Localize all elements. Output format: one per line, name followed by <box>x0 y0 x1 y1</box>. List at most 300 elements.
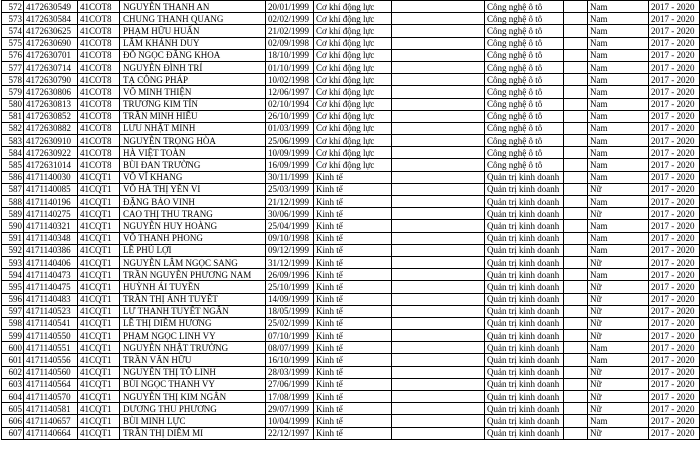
empty-cell <box>392 244 485 256</box>
gender: Nam <box>588 196 649 208</box>
table-body <box>2 1 700 440</box>
class-code: 41COT8 <box>78 37 120 49</box>
academic-term: 2017 - 2020 <box>649 256 700 268</box>
major: Công nghệ ô tô <box>485 37 564 49</box>
class-code: 41CQT1 <box>78 171 120 183</box>
row-number: 590 <box>2 220 24 232</box>
class-code: 41CQT1 <box>78 220 120 232</box>
row-number: 587 <box>2 183 24 195</box>
gender: Nam <box>588 342 649 354</box>
row-number: 588 <box>2 196 24 208</box>
student-id: 4172630882 <box>24 122 78 134</box>
empty-cell <box>564 61 588 73</box>
major: Công nghệ ô tô <box>485 1 564 13</box>
faculty: Cơ khí động lực <box>314 74 392 86</box>
academic-term: 2017 - 2020 <box>649 427 700 439</box>
student-id: 4171140664 <box>24 427 78 439</box>
faculty: Kinh tế <box>314 415 392 427</box>
gender: Nữ <box>588 305 649 317</box>
student-id: 4171140560 <box>24 366 78 378</box>
class-code: 41CQT1 <box>78 232 120 244</box>
empty-cell <box>564 256 588 268</box>
gender: Nam <box>588 25 649 37</box>
table-row <box>2 281 700 293</box>
row-number: 602 <box>2 366 24 378</box>
class-code: 41COT8 <box>78 147 120 159</box>
birth-date: 10/09/1999 <box>266 147 314 159</box>
gender: Nữ <box>588 281 649 293</box>
empty-cell <box>392 281 485 293</box>
academic-term: 2017 - 2020 <box>649 415 700 427</box>
gender: Nam <box>588 232 649 244</box>
class-code: 41CQT1 <box>78 269 120 281</box>
academic-term: 2017 - 2020 <box>649 61 700 73</box>
major: Quản trị kinh doanh <box>485 256 564 268</box>
gender: Nam <box>588 135 649 147</box>
academic-term: 2017 - 2020 <box>649 208 700 220</box>
major: Công nghệ ô tô <box>485 122 564 134</box>
student-name: LÊ PHÚ LỢI <box>120 244 266 256</box>
empty-cell <box>564 110 588 122</box>
birth-date: 26/09/1996 <box>266 269 314 281</box>
row-number: 591 <box>2 232 24 244</box>
table-row <box>2 220 700 232</box>
academic-term: 2017 - 2020 <box>649 171 700 183</box>
empty-cell <box>392 74 485 86</box>
academic-term: 2017 - 2020 <box>649 183 700 195</box>
academic-term: 2017 - 2020 <box>649 317 700 329</box>
student-name: DƯƠNG THU PHƯƠNG <box>120 403 266 415</box>
academic-term: 2017 - 2020 <box>649 378 700 390</box>
row-number: 598 <box>2 317 24 329</box>
student-id: 4172630549 <box>24 1 78 13</box>
empty-cell <box>392 110 485 122</box>
empty-cell <box>392 183 485 195</box>
gender: Nam <box>588 1 649 13</box>
faculty: Cơ khí động lực <box>314 122 392 134</box>
birth-date: 30/06/1999 <box>266 208 314 220</box>
student-id: 4172630806 <box>24 86 78 98</box>
student-name: VÕ VĨ KHANG <box>120 171 266 183</box>
student-name: VÕ MINH THIỆN <box>120 86 266 98</box>
major: Công nghệ ô tô <box>485 98 564 110</box>
gender: Nữ <box>588 293 649 305</box>
student-name: CHUNG THANH QUANG <box>120 13 266 25</box>
gender: Nam <box>588 98 649 110</box>
academic-term: 2017 - 2020 <box>649 13 700 25</box>
empty-cell <box>392 378 485 390</box>
gender: Nam <box>588 244 649 256</box>
student-name: VÕ THANH PHONG <box>120 232 266 244</box>
row-number: 582 <box>2 122 24 134</box>
academic-term: 2017 - 2020 <box>649 159 700 171</box>
birth-date: 12/06/1997 <box>266 86 314 98</box>
birth-date: 20/01/1999 <box>266 1 314 13</box>
empty-cell <box>392 196 485 208</box>
student-name: PHẠM NGỌC LINH VY <box>120 330 266 342</box>
empty-cell <box>564 317 588 329</box>
table-row <box>2 378 700 390</box>
major: Quản trị kinh doanh <box>485 403 564 415</box>
table-row <box>2 196 700 208</box>
empty-cell <box>564 232 588 244</box>
row-number: 599 <box>2 330 24 342</box>
academic-term: 2017 - 2020 <box>649 220 700 232</box>
class-code: 41COT8 <box>78 110 120 122</box>
student-name: LƯU NHẬT MINH <box>120 122 266 134</box>
empty-cell <box>564 220 588 232</box>
row-number: 595 <box>2 281 24 293</box>
empty-cell <box>564 147 588 159</box>
student-name: HUỲNH ÁI TUYỀN <box>120 281 266 293</box>
student-id: 4171140030 <box>24 171 78 183</box>
student-id: 4171140570 <box>24 391 78 403</box>
faculty: Kinh tế <box>314 244 392 256</box>
major: Quản trị kinh doanh <box>485 378 564 390</box>
table-row <box>2 49 700 61</box>
faculty: Kinh tế <box>314 208 392 220</box>
empty-cell <box>392 305 485 317</box>
row-number: 576 <box>2 49 24 61</box>
student-id: 4171140475 <box>24 281 78 293</box>
birth-date: 18/10/1999 <box>266 49 314 61</box>
faculty: Cơ khí động lực <box>314 98 392 110</box>
student-name: NGUYỄN THỊ TÔ LINH <box>120 366 266 378</box>
empty-cell <box>564 74 588 86</box>
table-row <box>2 147 700 159</box>
birth-date: 01/03/1999 <box>266 122 314 134</box>
table-row <box>2 256 700 268</box>
birth-date: 18/05/1999 <box>266 305 314 317</box>
empty-cell <box>392 49 485 61</box>
gender: Nam <box>588 86 649 98</box>
birth-date: 25/03/1999 <box>266 183 314 195</box>
faculty: Kinh tế <box>314 232 392 244</box>
student-name: NGUYỄN ĐÌNH TRÍ <box>120 61 266 73</box>
table-row <box>2 183 700 195</box>
empty-cell <box>392 427 485 439</box>
empty-cell <box>392 403 485 415</box>
major: Công nghệ ô tô <box>485 25 564 37</box>
class-code: 41CQT1 <box>78 293 120 305</box>
birth-date: 26/10/1999 <box>266 110 314 122</box>
faculty: Kinh tế <box>314 196 392 208</box>
empty-cell <box>564 427 588 439</box>
major: Công nghệ ô tô <box>485 86 564 98</box>
student-id: 4172630690 <box>24 37 78 49</box>
student-name: PHẠM HỮU HUẤN <box>120 25 266 37</box>
empty-cell <box>564 13 588 25</box>
student-name: TRẦN THỊ DIỄM MI <box>120 427 266 439</box>
student-name: NGUYỄN HUY HOÀNG <box>120 220 266 232</box>
gender: Nữ <box>588 378 649 390</box>
student-name: BÙI NGỌC THANH VY <box>120 378 266 390</box>
gender: Nam <box>588 171 649 183</box>
major: Quản trị kinh doanh <box>485 415 564 427</box>
faculty: Kinh tế <box>314 220 392 232</box>
birth-date: 25/06/1999 <box>266 135 314 147</box>
faculty: Kinh tế <box>314 403 392 415</box>
academic-term: 2017 - 2020 <box>649 1 700 13</box>
birth-date: 21/02/1999 <box>266 25 314 37</box>
table-row <box>2 61 700 73</box>
birth-date: 16/09/1999 <box>266 159 314 171</box>
major: Quản trị kinh doanh <box>485 391 564 403</box>
academic-term: 2017 - 2020 <box>649 305 700 317</box>
birth-date: 14/09/1999 <box>266 293 314 305</box>
row-number: 605 <box>2 403 24 415</box>
table-row <box>2 74 700 86</box>
row-number: 585 <box>2 159 24 171</box>
academic-term: 2017 - 2020 <box>649 86 700 98</box>
empty-cell <box>392 147 485 159</box>
academic-term: 2017 - 2020 <box>649 25 700 37</box>
empty-cell <box>392 354 485 366</box>
class-code: 41COT8 <box>78 13 120 25</box>
class-code: 41CQT1 <box>78 378 120 390</box>
table-row <box>2 98 700 110</box>
major: Công nghệ ô tô <box>485 147 564 159</box>
birth-date: 22/12/1997 <box>266 427 314 439</box>
birth-date: 02/10/1994 <box>266 98 314 110</box>
gender: Nam <box>588 147 649 159</box>
student-id: 4171140483 <box>24 293 78 305</box>
major: Công nghệ ô tô <box>485 110 564 122</box>
empty-cell <box>392 391 485 403</box>
empty-cell <box>564 25 588 37</box>
row-number: 575 <box>2 37 24 49</box>
class-code: 41CQT1 <box>78 281 120 293</box>
student-name: NGUYỄN THANH AN <box>120 1 266 13</box>
student-id: 4171140523 <box>24 305 78 317</box>
class-code: 41COT8 <box>78 74 120 86</box>
table-row <box>2 293 700 305</box>
student-id: 4172630910 <box>24 135 78 147</box>
table-row <box>2 37 700 49</box>
birth-date: 02/02/1999 <box>266 13 314 25</box>
empty-cell <box>392 37 485 49</box>
academic-term: 2017 - 2020 <box>649 330 700 342</box>
faculty: Kinh tế <box>314 183 392 195</box>
row-number: 584 <box>2 147 24 159</box>
class-code: 41COT8 <box>78 159 120 171</box>
gender: Nam <box>588 49 649 61</box>
class-code: 41CQT1 <box>78 366 120 378</box>
academic-term: 2017 - 2020 <box>649 196 700 208</box>
table-row <box>2 415 700 427</box>
major: Công nghệ ô tô <box>485 159 564 171</box>
empty-cell <box>564 281 588 293</box>
academic-term: 2017 - 2020 <box>649 391 700 403</box>
major: Quản trị kinh doanh <box>485 330 564 342</box>
gender: Nam <box>588 354 649 366</box>
academic-term: 2017 - 2020 <box>649 244 700 256</box>
table-row <box>2 391 700 403</box>
birth-date: 07/10/1999 <box>266 330 314 342</box>
class-code: 41CQT1 <box>78 196 120 208</box>
empty-cell <box>564 122 588 134</box>
table-row <box>2 159 700 171</box>
birth-date: 25/10/1999 <box>266 281 314 293</box>
table-row <box>2 342 700 354</box>
academic-term: 2017 - 2020 <box>649 110 700 122</box>
academic-term: 2017 - 2020 <box>649 269 700 281</box>
birth-date: 31/12/1999 <box>266 256 314 268</box>
student-id: 4172630584 <box>24 13 78 25</box>
major: Công nghệ ô tô <box>485 49 564 61</box>
major: Công nghệ ô tô <box>485 13 564 25</box>
empty-cell <box>564 366 588 378</box>
class-code: 41CQT1 <box>78 415 120 427</box>
faculty: Cơ khí động lực <box>314 147 392 159</box>
empty-cell <box>564 171 588 183</box>
row-number: 597 <box>2 305 24 317</box>
empty-cell <box>564 354 588 366</box>
empty-cell <box>564 330 588 342</box>
row-number: 586 <box>2 171 24 183</box>
academic-term: 2017 - 2020 <box>649 147 700 159</box>
empty-cell <box>564 269 588 281</box>
row-number: 573 <box>2 13 24 25</box>
student-name: LÂM KHÁNH DUY <box>120 37 266 49</box>
gender: Nam <box>588 74 649 86</box>
table-row <box>2 1 700 13</box>
empty-cell <box>392 86 485 98</box>
empty-cell <box>564 49 588 61</box>
student-id: 4171140196 <box>24 196 78 208</box>
faculty: Kinh tế <box>314 354 392 366</box>
academic-term: 2017 - 2020 <box>649 74 700 86</box>
birth-date: 16/10/1999 <box>266 354 314 366</box>
empty-cell <box>392 342 485 354</box>
gender: Nam <box>588 37 649 49</box>
empty-cell <box>564 305 588 317</box>
row-number: 594 <box>2 269 24 281</box>
student-name: BÙI ĐAN TRƯỜNG <box>120 159 266 171</box>
gender: Nữ <box>588 330 649 342</box>
empty-cell <box>564 183 588 195</box>
row-number: 596 <box>2 293 24 305</box>
student-id: 4171140406 <box>24 256 78 268</box>
table-row <box>2 330 700 342</box>
row-number: 607 <box>2 427 24 439</box>
student-name: BÙI MINH LỰC <box>120 415 266 427</box>
class-code: 41CQT1 <box>78 256 120 268</box>
major: Quản trị kinh doanh <box>485 281 564 293</box>
empty-cell <box>392 208 485 220</box>
empty-cell <box>564 135 588 147</box>
empty-cell <box>564 86 588 98</box>
academic-term: 2017 - 2020 <box>649 281 700 293</box>
birth-date: 25/04/1999 <box>266 220 314 232</box>
birth-date: 02/09/1998 <box>266 37 314 49</box>
birth-date: 01/10/1999 <box>266 61 314 73</box>
empty-cell <box>564 378 588 390</box>
class-code: 41COT8 <box>78 25 120 37</box>
empty-cell <box>392 220 485 232</box>
empty-cell <box>392 171 485 183</box>
empty-cell <box>392 232 485 244</box>
major: Quản trị kinh doanh <box>485 244 564 256</box>
empty-cell <box>392 330 485 342</box>
empty-cell <box>564 244 588 256</box>
row-number: 600 <box>2 342 24 354</box>
academic-term: 2017 - 2020 <box>649 293 700 305</box>
major: Quản trị kinh doanh <box>485 317 564 329</box>
student-id: 4171140348 <box>24 232 78 244</box>
gender: Nam <box>588 269 649 281</box>
major: Quản trị kinh doanh <box>485 366 564 378</box>
major: Quản trị kinh doanh <box>485 427 564 439</box>
student-name: LÊ THỊ DIỄM HƯƠNG <box>120 317 266 329</box>
student-id: 4171140473 <box>24 269 78 281</box>
gender: Nam <box>588 13 649 25</box>
row-number: 574 <box>2 25 24 37</box>
class-code: 41CQT1 <box>78 183 120 195</box>
academic-term: 2017 - 2020 <box>649 366 700 378</box>
faculty: Kinh tế <box>314 391 392 403</box>
gender: Nữ <box>588 391 649 403</box>
empty-cell <box>564 342 588 354</box>
table-row <box>2 232 700 244</box>
table-row <box>2 13 700 25</box>
student-name: TẠ CÔNG PHÁP <box>120 74 266 86</box>
table-row <box>2 25 700 37</box>
faculty: Cơ khí động lực <box>314 86 392 98</box>
student-id: 4172631014 <box>24 159 78 171</box>
gender: Nam <box>588 159 649 171</box>
row-number: 577 <box>2 61 24 73</box>
major: Quản trị kinh doanh <box>485 208 564 220</box>
table-row <box>2 122 700 134</box>
table-row <box>2 135 700 147</box>
birth-date: 10/02/1998 <box>266 74 314 86</box>
academic-term: 2017 - 2020 <box>649 354 700 366</box>
empty-cell <box>564 293 588 305</box>
birth-date: 08/07/1999 <box>266 342 314 354</box>
student-id: 4171140551 <box>24 342 78 354</box>
faculty: Cơ khí động lực <box>314 25 392 37</box>
student-name: TRẦN VĂN HỮU <box>120 354 266 366</box>
major: Quản trị kinh doanh <box>485 220 564 232</box>
faculty: Kinh tế <box>314 378 392 390</box>
major: Quản trị kinh doanh <box>485 232 564 244</box>
empty-cell <box>392 1 485 13</box>
empty-cell <box>392 366 485 378</box>
major: Quản trị kinh doanh <box>485 269 564 281</box>
gender: Nam <box>588 110 649 122</box>
class-code: 41COT8 <box>78 49 120 61</box>
empty-cell <box>392 269 485 281</box>
table-row <box>2 269 700 281</box>
major: Quản trị kinh doanh <box>485 342 564 354</box>
empty-cell <box>392 415 485 427</box>
student-id: 4172630852 <box>24 110 78 122</box>
major: Quản trị kinh doanh <box>485 171 564 183</box>
empty-cell <box>392 122 485 134</box>
table-row <box>2 305 700 317</box>
birth-date: 09/10/1998 <box>266 232 314 244</box>
class-code: 41COT8 <box>78 122 120 134</box>
faculty: Cơ khí động lực <box>314 159 392 171</box>
academic-term: 2017 - 2020 <box>649 342 700 354</box>
student-id: 4171140321 <box>24 220 78 232</box>
faculty: Kinh tế <box>314 171 392 183</box>
class-code: 41CQT1 <box>78 305 120 317</box>
row-number: 580 <box>2 98 24 110</box>
student-name: NGUYỄN LÂM NGỌC SANG <box>120 256 266 268</box>
faculty: Cơ khí động lực <box>314 1 392 13</box>
